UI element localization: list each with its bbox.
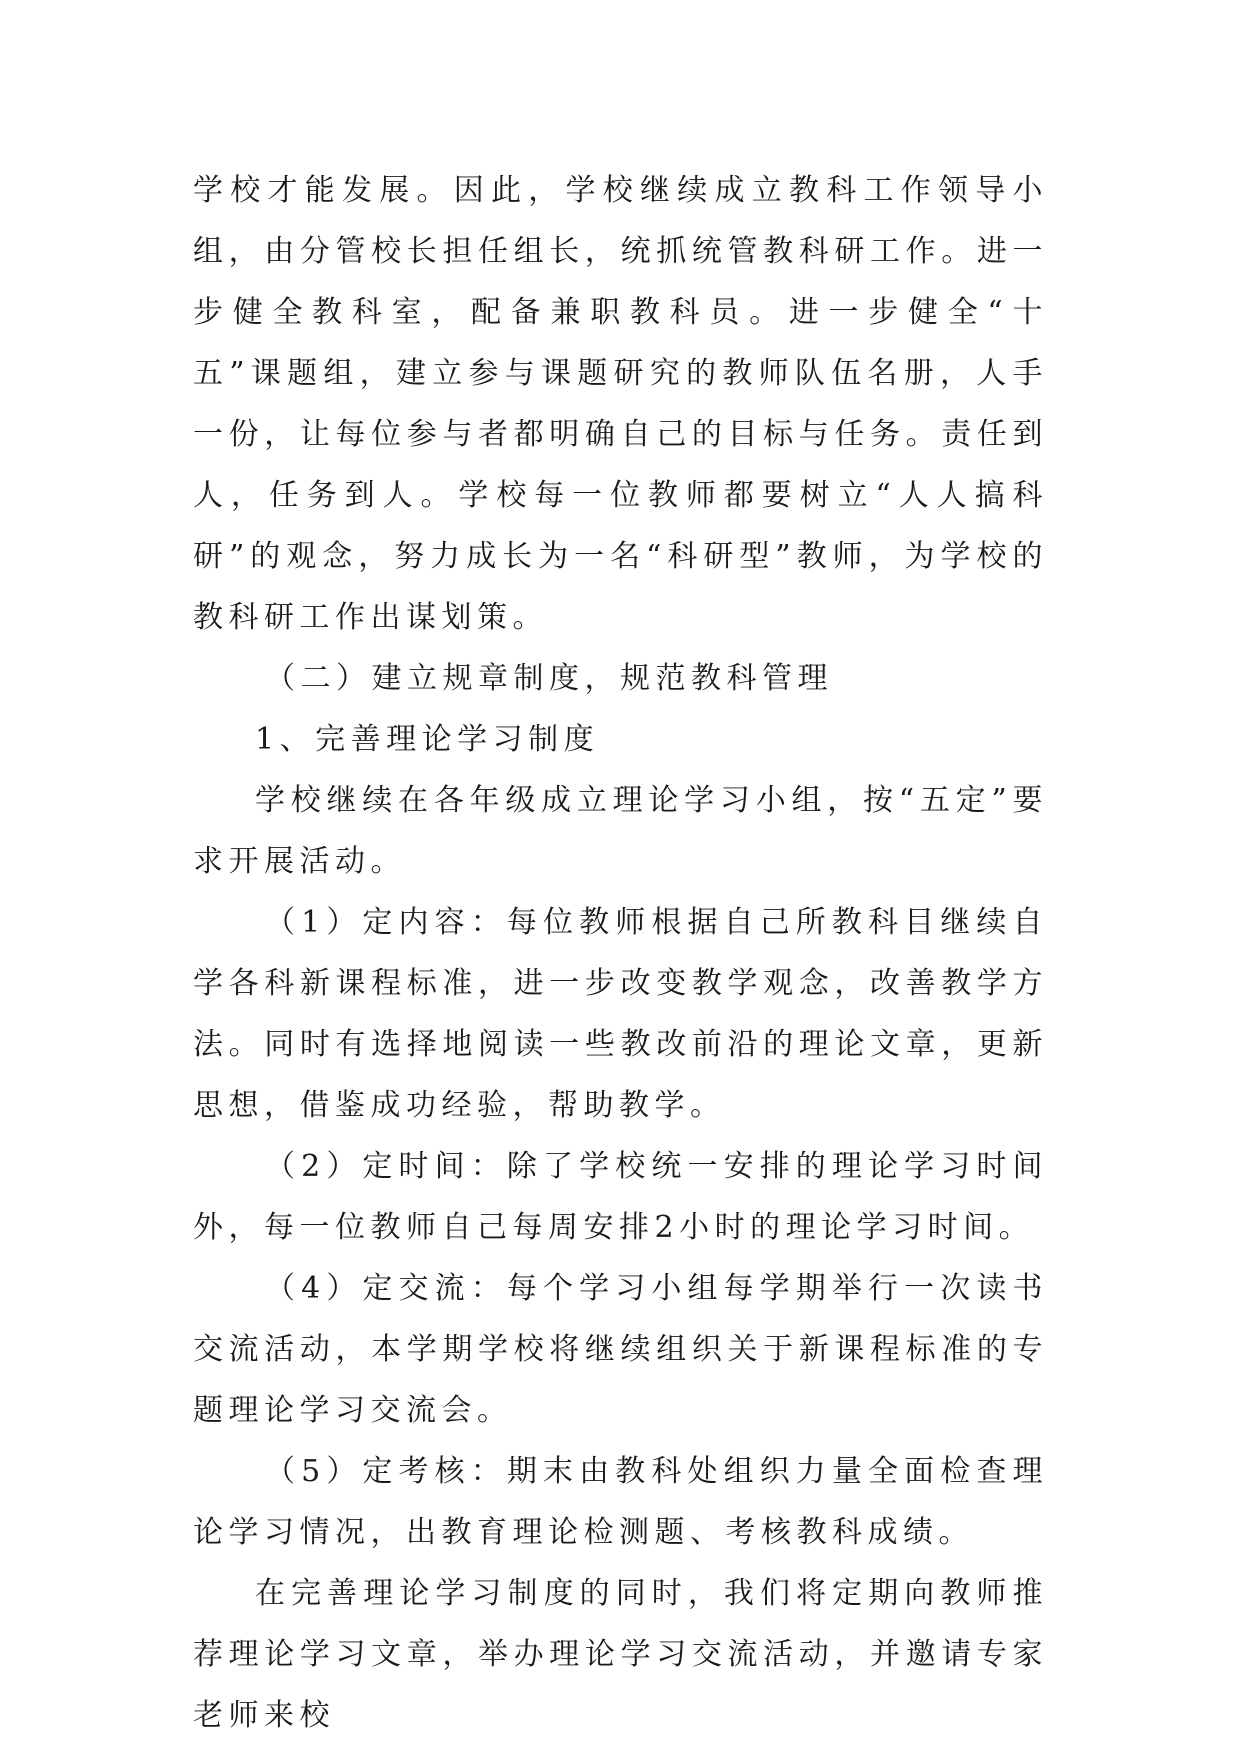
paragraph-closing: 在完善理论学习制度的同时，我们将定期向教师推荐理论学习文章，举办理论学习交流活动，并邀请专家老师来校 (193, 1576, 1048, 1733)
subsection-heading: 1、完善理论学习制度 (255, 722, 600, 757)
section-heading: （二）建立规章制度，规范教科管理 (265, 661, 833, 696)
list-item-exchange: （4）定交流：每个学习小组每学期举行一次读书交流活动，本学期学校将继续组织关于新课程标准的专题理论学习交流会。 (193, 1271, 1048, 1428)
paragraph-continuation: 学校才能发展。因此，学校继续成立教科工作领导小组，由分管校长担任组长，统抓统管教科研工作。进一步健全教科室，配备兼职教科员。进一步健全“十五”课题组，建立参与课题研究的教师队伍名册，人手一份，让每位参与者都明确自己的目标与任务。责任到人，任务到人。学校每一位教师都要树立“人人搞科研”的观念，努力成长为一名“科研型”教师，为学校的教科研工作出谋划策。 (193, 173, 1048, 635)
list-item-time: （2）定时间：除了学校统一安排的理论学习时间外，每一位教师自己每周安排2小时的理论学习时间。 (193, 1149, 1048, 1245)
list-item-content: （1）定内容：每位教师根据自己所教科目继续自学各科新课程标准，进一步改变教学观念，改善教学方法。同时有选择地阅读一些教改前沿的理论文章，更新思想，借鉴成功经验，帮助教学。 (193, 905, 1048, 1123)
document-body (193, 160, 1048, 1746)
paragraph-study-groups: 学校继续在各年级成立理论学习小组，按“五定”要求开展活动。 (193, 783, 1048, 879)
list-item-assessment: （5）定考核：期末由教科处组织力量全面检查理论学习情况，出教育理论检测题、考核教科成绩。 (193, 1454, 1048, 1550)
